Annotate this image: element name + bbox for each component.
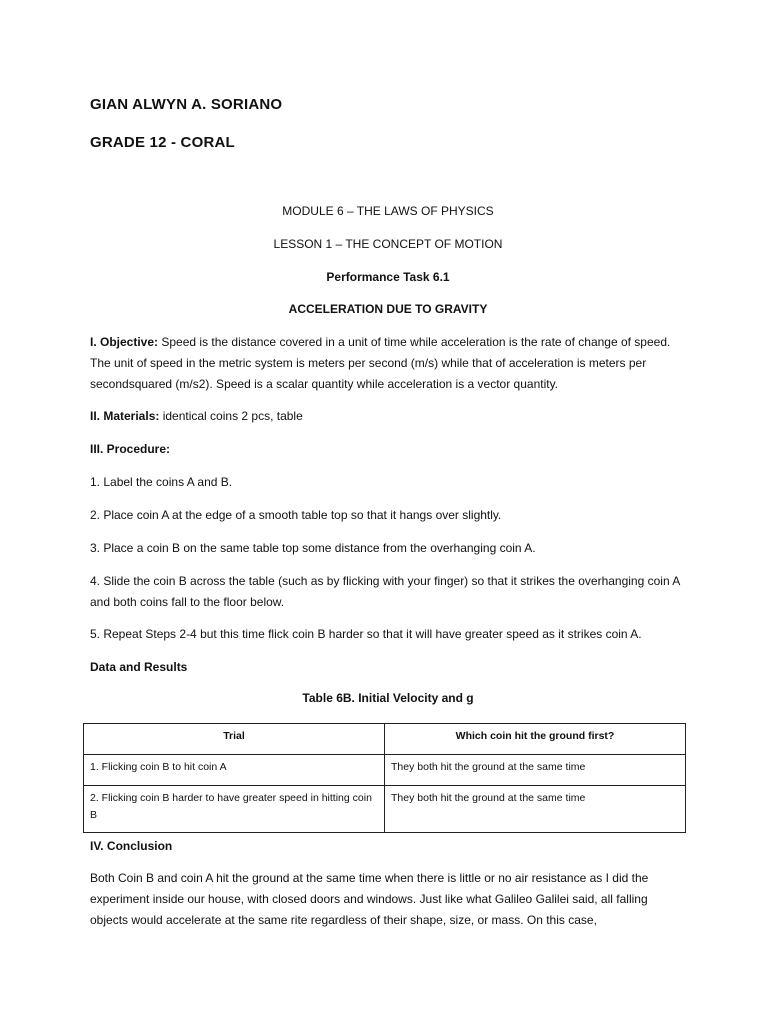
materials-paragraph (90, 406, 686, 427)
objective-text: Speed is the distance covered in a unit of time while acceleration is the rate of change of speed. The unit of speed in the metric system is meters per second (m/s) while that of acceleration is meters per secondsquared (m/s2). Speed is a scalar quantity while acceleration is a vector quantity. (90, 335, 671, 391)
conclusion-paragraph: Both Coin B and coin A hit the ground at the same time when there is little or no air resistance as I did the experiment inside our house, with closed doors and windows. Just like what Galileo Galilei said, all falling objects would accelerate at the same rite regardless of their shape, size, or mass. On this case, (90, 871, 649, 927)
data-results-label: Data and Results (90, 660, 188, 674)
lesson-title: LESSON 1 – THE CONCEPT OF MOTION (273, 237, 503, 251)
procedure-step-3: 3. Place a coin B on the same table top some distance from the overhanging coin A. (90, 541, 536, 555)
table-row (84, 786, 686, 833)
header-which-coin: Which coin hit the ground first? (385, 724, 686, 755)
task-title: Performance Task 6.1 (326, 270, 450, 284)
table-title: Table 6B. Initial Velocity and g (302, 691, 474, 705)
results-table (83, 723, 686, 833)
table-header-row (84, 724, 686, 755)
procedure-step-1: 1. Label the coins A and B. (90, 475, 233, 489)
activity-title: ACCELERATION DUE TO GRAVITY (288, 302, 488, 316)
conclusion-label: IV. Conclusion (90, 839, 173, 853)
procedure-step-2: 2. Place coin A at the edge of a smooth table top so that it hangs over slightly. (90, 508, 502, 522)
objective-label: I. Objective: (90, 335, 159, 349)
table-cell: They both hit the ground at the same time (385, 786, 686, 833)
objective-paragraph (90, 332, 686, 395)
procedure-label: III. Procedure: (90, 442, 171, 456)
header-trial: Trial (84, 724, 385, 755)
table-cell: They both hit the ground at the same time (385, 755, 686, 786)
procedure-step-5: 5. Repeat Steps 2-4 but this time flick coin B harder so that it will have greater speed as it strikes coin A. (90, 627, 642, 641)
student-name: GIAN ALWYN A. SORIANO (90, 96, 283, 113)
procedure-step-4: 4. Slide the coin B across the table (such as by flicking with your finger) so that it strikes the overhanging coin A and both coins fall to the floor below. (90, 574, 680, 609)
module-title: MODULE 6 – THE LAWS OF PHYSICS (282, 204, 494, 218)
materials-label: II. Materials: (90, 409, 160, 423)
materials-text: identical coins 2 pcs, table (159, 409, 303, 423)
table-cell: 1. Flicking coin B to hit coin A (84, 755, 385, 786)
table-cell: 2. Flicking coin B harder to have greater speed in hitting coin B (84, 786, 385, 833)
table-row (84, 755, 686, 786)
student-grade: GRADE 12 - CORAL (90, 134, 235, 151)
